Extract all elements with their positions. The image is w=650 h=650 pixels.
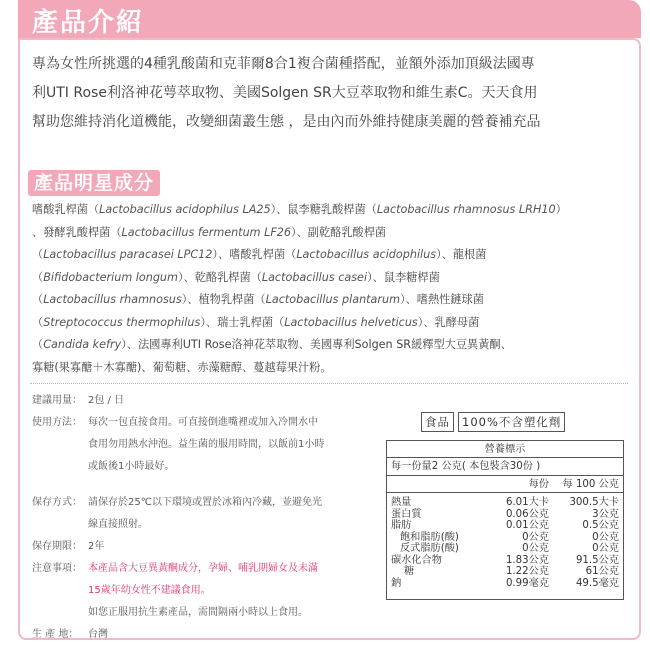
nutrient-per-serving: 0公克 (522, 531, 549, 543)
nutrient-per-100g: 0公克 (592, 531, 619, 543)
plastic-free-badge: 100%不含塑化劑 (458, 412, 565, 432)
nutrition-row (387, 578, 623, 590)
nutrient-name: 糖 (404, 566, 415, 577)
nutrient-name: 熱量 (391, 497, 412, 508)
ingredient-text: ）、鼠李糖乳酸桿菌（ (270, 203, 377, 216)
latin-name: Streptococcus thermophilus (43, 315, 201, 329)
nutrient-per-100g: 61公克 (585, 566, 619, 577)
nutrient-per-100g: 3公克 (592, 508, 619, 520)
nutrition-row (387, 509, 623, 521)
ingredient-text: ）、乳酵母菌 (417, 315, 480, 329)
ingredient-text: ）、植物乳桿菌（ (181, 293, 266, 306)
ingredient-text: （ (32, 293, 44, 306)
latin-name: Lactobacillus helveticus (284, 315, 418, 329)
ingredient-line (32, 267, 632, 290)
latin-name: Candida kefry (43, 338, 122, 351)
storage-label: 保存方式： (32, 497, 82, 508)
nutrient-per-serving: 0.99毫克 (505, 577, 549, 589)
label-badges (421, 412, 565, 432)
ingredient-text: ）、副乾酪乳酸桿菌 (291, 225, 387, 239)
star-ingredients-heading: 產品明星成分 (28, 170, 160, 196)
intro-line: 專為女性所挑選的4種乳酸菌和克菲爾8合1複合菌種搭配，並額外添加頂級法國專 (32, 56, 535, 72)
ingredient-line (32, 334, 632, 357)
nutrient-per-100g: 0.5公克 (582, 520, 619, 531)
nutrition-row (387, 520, 623, 532)
dosage-value: 2包 / 日 (88, 395, 125, 406)
warning-line: 本產品含大豆異黃酮成分，孕婦、哺乳期婦女及未滿 (88, 563, 318, 574)
shelf-life-label: 保存期限： (32, 541, 82, 552)
nutrient-per-serving: 6.01大卡 (505, 497, 549, 508)
nutrient-per-serving: 0.06公克 (505, 508, 549, 520)
ingredient-text: ）、嗜熱性鏈球菌 (400, 293, 484, 306)
nutrient-per-100g: 0公克 (592, 543, 619, 554)
warning-line: 15歲年幼女性不建議食用。 (88, 585, 211, 596)
storage-line: 線直接照射。 (88, 519, 148, 530)
notes-label: 注意事項： (32, 563, 82, 574)
ingredient-text: ） (555, 203, 567, 216)
usage-line: 或飯後1小時最好。 (88, 461, 175, 472)
usage-line: 每次一包直接食用。可直接倒進嘴裡或加入冷開水中 (88, 417, 318, 428)
per-serving-header: 每份 (528, 479, 549, 490)
nutrient-per-serving: 0.01公克 (505, 520, 549, 531)
ingredient-text: 嗜酸乳桿菌（ (32, 203, 100, 216)
nutrition-header-row (387, 476, 623, 493)
notes-extra: 如您正服用抗生素產品，需間隔兩小時以上食用。 (88, 607, 308, 618)
ingredient-line (32, 312, 632, 335)
latin-name: Lactobacillus rhamnosus LRH10 (376, 203, 556, 216)
nutrient-name: 飽和脂肪(酸) (400, 531, 459, 543)
shelf-life-value: 2年 (88, 541, 105, 552)
usage-label: 使用方法： (32, 417, 82, 428)
latin-name: Lactobacillus plantarum (265, 293, 400, 306)
ingredient-text: ）、龍根菌 (436, 248, 487, 261)
food-badge: 食品 (421, 412, 454, 432)
nutrient-per-serving: 0公克 (522, 543, 549, 554)
nutrition-facts-table (386, 440, 624, 600)
latin-name: Lactobacillus casei (261, 270, 368, 284)
intro-line: 利UTI Rose利洛神花萼萃取物、美國Solgen SR大豆萃取物和維生素C。天天食用 (32, 85, 538, 101)
nutrition-row (387, 532, 623, 544)
nutrient-per-100g: 300.5大卡 (569, 497, 619, 508)
ingredient-text: 寡糖(果寡醣＋木寡醣)、葡萄糖、赤藻糖醇、蔓越莓果汁粉。 (32, 360, 332, 374)
nutrient-per-100g: 49.5毫克 (575, 577, 619, 589)
title-bar (18, 0, 641, 38)
dosage-label: 建議用量： (32, 395, 82, 406)
nutrition-row (387, 566, 623, 578)
serving-info: 每一份量2 公克( 本包裝含30份 ) (387, 458, 623, 476)
nutrient-name: 碳水化合物 (391, 554, 442, 566)
ingredient-text: ）、法國專利UTI Rose洛神花萃取物、美國專利Solgen SR緩釋型大豆異黃酮、 (121, 338, 512, 351)
ingredient-line (32, 199, 632, 222)
storage-line: 請保存於25℃以下環境或置於冰箱內冷藏，並避免光 (88, 497, 322, 508)
origin-label: 生 產 地： (32, 629, 79, 640)
ingredient-text: （ (32, 248, 44, 261)
per-100g-header: 每 100 公克 (562, 479, 619, 490)
ingredient-text: ）、嗜酸乳桿菌（ (212, 248, 297, 261)
latin-name: Bifidobacterium longum (43, 270, 178, 284)
product-info (32, 390, 372, 646)
nutrient-per-serving: 1.22公克 (505, 566, 549, 577)
ingredient-line (32, 222, 632, 245)
ingredient-line (32, 357, 632, 380)
latin-name: Lactobacillus paracasei LPC12 (43, 248, 213, 261)
ingredients-list (32, 199, 632, 379)
latin-name: Lactobacillus rhamnosus (43, 293, 182, 306)
nutrient-name: 鈉 (391, 577, 402, 589)
ingredient-text: ）、乾酪乳桿菌（ (177, 270, 262, 284)
nutrition-row (387, 543, 623, 555)
nutrient-name: 脂肪 (391, 520, 412, 531)
nutrient-name: 反式脂肪(酸) (400, 543, 459, 554)
nutrient-per-serving: 1.83公克 (505, 554, 549, 566)
ingredient-text: （ (32, 338, 44, 351)
nutrition-row (387, 555, 623, 567)
ingredient-text: （ (32, 315, 44, 329)
ingredient-line (32, 289, 632, 312)
intro-paragraph (32, 50, 632, 137)
usage-line: 食用勿用熱水沖泡。益生菌的服用時間，以飯前1小時 (88, 439, 325, 450)
nutrient-per-100g: 91.5公克 (575, 554, 619, 566)
latin-name: Lactobacillus acidophilus (296, 248, 437, 261)
nutrition-title: 營養標示 (387, 441, 623, 458)
ingredient-text: ）、鼠李糖桿菌 (367, 270, 440, 284)
nutrition-row (387, 497, 623, 509)
page-title: 產品介紹 (32, 8, 145, 38)
intro-line: 幫助您維持消化道機能，改變細菌叢生態 ，是由內而外維持健康美麗的營養補充品 (32, 114, 541, 130)
ingredient-text: ）、瑞士乳桿菌（ (200, 315, 285, 329)
ingredient-text: （ (32, 270, 44, 284)
ingredient-line (32, 244, 632, 267)
latin-name: Lactobacillus acidophilus LA25 (99, 203, 271, 216)
divider (30, 383, 628, 384)
nutrient-name: 蛋白質 (391, 508, 422, 520)
origin-value: 台灣 (88, 629, 108, 640)
ingredient-text: 、發酵乳酸桿菌（ (32, 225, 122, 239)
latin-name: Lactobacillus fermentum LF26 (121, 225, 292, 239)
